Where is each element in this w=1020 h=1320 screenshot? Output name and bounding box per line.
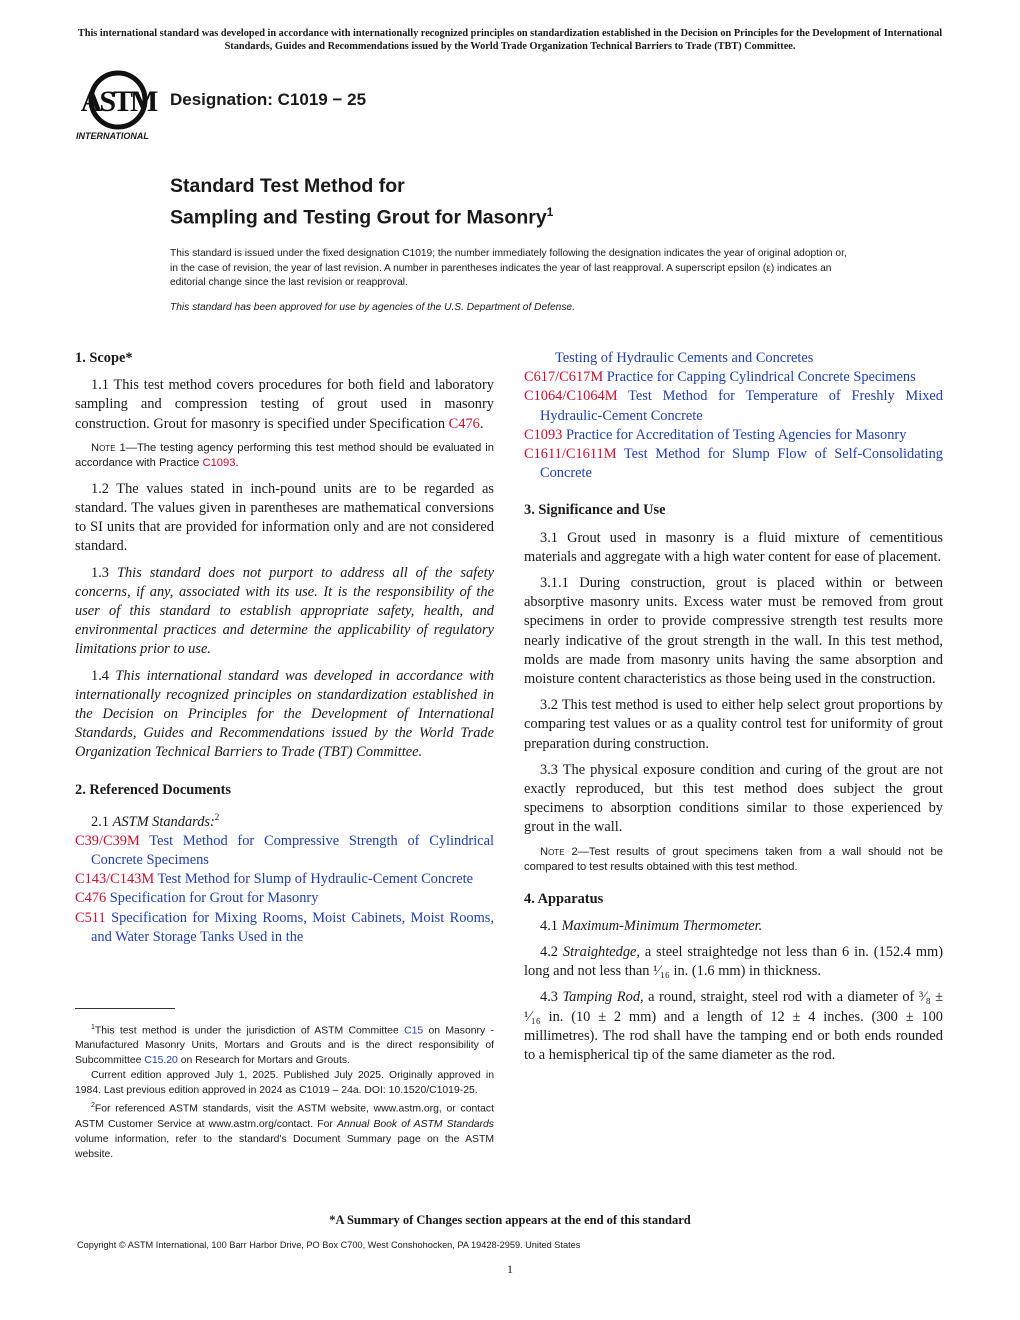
- title-line-1: Standard Test Method for: [170, 175, 405, 197]
- ref-code[interactable]: C1611/C1611M: [524, 446, 617, 463]
- title-line-2: Sampling and Testing Grout for Masonry: [170, 206, 547, 229]
- section-1-heading: 1. Scope*: [75, 350, 133, 366]
- link-c1093[interactable]: C1093: [202, 457, 236, 470]
- ref-title[interactable]: Test Method for Temperature of Freshly Mixed Hydraulic-Cement Concrete: [540, 388, 943, 424]
- note-1-end: .: [235, 457, 239, 470]
- section-4-2-text: a steel straightedge not less than 6 in. (152.4 mm) long and not less than ¹⁄₁₆ in. (1.6 mm) in thickness.: [524, 944, 943, 980]
- footnote-1-text-3: on Research for Mortars and Grouts.: [177, 1055, 350, 1067]
- footnote-2: $^2$For referenced ASTM standards, visit the ASTM website, www.astm.org, or contact ASTM Customer Service at www.astm.org/contact. For Annual Book of ASTM Standards volume information, refer to the standard's Document Summary page on the ASTM website.: [75, 1102, 494, 1160]
- intro-block: [170, 247, 850, 325]
- summary-of-changes-note: *A Summary of Changes section appears at the end of this standard: [329, 1213, 691, 1227]
- footnote-1-edition: Current edition approved July 1, 2025. Published July 2025. Originally approved in 1984. Last previous edition approved in 2024 as C1019 – 24a. DOI: 10.1520/C1019-25.: [75, 1070, 494, 1097]
- note-2-text: —Test results of grout specimens taken from a wall should not be compared to test results obtained with this test method.: [524, 845, 943, 874]
- left-column: [75, 349, 494, 947]
- note-1-label: Note 1: [91, 441, 126, 454]
- section-1-4-text: This international standard was developed in accordance with internationally recognized principles on standardization established in the Decision on Principles for the Development of International Standards, Guides and Recommendations issued by the World Trade Organization Technical Barriers to Trade (TBT) Committee.: [75, 667, 494, 761]
- ref-item[interactable]: [524, 445, 943, 483]
- ref-code[interactable]: C39/C39M: [75, 832, 140, 849]
- link-c15-20[interactable]: C15.20: [144, 1055, 178, 1067]
- ref-title[interactable]: Test Method for Compressive Strength of Cylindrical Concrete Specimens: [91, 832, 494, 869]
- section-1-4: [75, 667, 494, 763]
- ref-title[interactable]: Test Method for Slump of Hydraulic-Cement Concrete: [154, 871, 474, 888]
- footnotes: [75, 1020, 494, 1162]
- section-3-heading: 3. Significance and Use: [524, 502, 666, 519]
- ref-item[interactable]: [75, 832, 494, 870]
- dod-approval: This standard has been approved for use by agencies of the U.S. Department of Defense.: [170, 301, 575, 313]
- ref-item[interactable]: [524, 387, 943, 425]
- logo-international-text: INTERNATIONAL: [76, 131, 149, 141]
- title-footnote-ref: 1: [546, 205, 554, 219]
- section-4-2: [524, 943, 943, 981]
- section-1-3-text: This standard does not purport to address all of the safety concerns, if any, associated with its use. It is the responsibility of the user of this standard to establish appropriate safety, health, and environmental practices and determine the applicability of regulatory limitations prior to use.: [75, 564, 494, 658]
- section-4-1-text: Maximum-Minimum Thermometer.: [561, 917, 763, 934]
- ref-title[interactable]: Specification for Grout for Masonry: [106, 890, 319, 907]
- ref-code[interactable]: C1064/C1064M: [524, 388, 618, 405]
- section-2-heading: 2. Referenced Documents: [75, 781, 231, 798]
- section-3-1: 3.1 Grout used in masonry is a fluid mixture of cementitious materials and aggregate with a high water content for ease of placement.: [524, 529, 943, 565]
- section-4-3-text: a round, straight, steel rod with a diameter of ³⁄₈ ± ¹⁄₁₆ in. (10 ± 2 mm) and a length of 12 ± 4 inches. (300 ± 100 millimetres). The rod shall have the tamping end or both ends rounded to a hemispherical tip of the same diameter as the rod.: [524, 989, 943, 1064]
- section-2-1: [75, 808, 494, 832]
- issued-statement: This standard is issued under the fixed designation C1019; the number immediately following the designation indicates the year of original adoption or, in the case of revision, the year of last revision. A number in parentheses indicates the year of last reapproval. A superscript epsilon (ε) indicates an editorial change since the last revision or reapproval.: [170, 248, 847, 288]
- ref-code[interactable]: C617/C617M: [524, 369, 604, 386]
- section-4-2-term: Straightedge,: [562, 944, 641, 961]
- designation: Designation: C1019 − 25: [170, 90, 367, 109]
- section-3-2: 3.2 This test method is used to either help select grout proportions by comparing test values or as a quality control test for uniformity of grout preparation during construction.: [524, 697, 943, 752]
- copyright: Copyright © ASTM International, 100 Barr Harbor Drive, PO Box C700, West Conshohocken, PA 19428-2959. United States: [77, 1240, 581, 1250]
- ref-code[interactable]: C511: [75, 909, 106, 926]
- ref-code[interactable]: C143/C143M: [75, 871, 155, 888]
- ref-item[interactable]: [75, 870, 494, 889]
- section-1-1-text: 1.1 This test method covers procedures for both field and laboratory sampling and compression testing of grout used in masonry construction. Grout for masonry is specified under Specification: [75, 377, 494, 432]
- section-4-2-num: 4.2: [540, 944, 563, 961]
- note-2: [524, 845, 943, 876]
- section-3-1-1: 3.1.1 During construction, grout is placed within or between absorptive masonry units. Excess water must be removed from grout specimens in order to provide compressive strength test results more nearly indicative of the grout strength in the wall. In this test method, molds are made from masonry units having the same absorption and moisture content characteristics as those being used in the construction.: [524, 575, 943, 688]
- section-1-3: [75, 564, 494, 660]
- ref-item[interactable]: [524, 368, 943, 387]
- note-2-label: Note 2: [540, 845, 578, 858]
- ref-item[interactable]: [524, 426, 943, 445]
- note-1: [75, 441, 494, 472]
- section-4-heading: 4. Apparatus: [524, 890, 604, 907]
- footnote-1-text-2: on Masonry - Manufactured Masonry Units, Mortars and Grouts and is the direct responsibility of Subcommittee: [75, 1025, 494, 1067]
- section-3-3: 3.3 The physical exposure condition and curing of the grout are not exactly reproduced, but this test method does subject the grout specimens to absorption conditions similar to those experienced by grout in the wall.: [524, 761, 943, 836]
- section-1-2: 1.2 The values stated in inch-pound units are to be regarded as standard. The values given in parentheses are mathematical conversions to SI units that are provided for information only and are not considered standard.: [75, 480, 494, 555]
- page-number: 1: [507, 1262, 513, 1276]
- footnote-1-text: This test method is under the jurisdiction of ASTM Committee: [94, 1025, 405, 1037]
- astm-logo: [74, 70, 162, 144]
- footnote-2-text-2: volume information, refer to the standard's Document Summary page on the ASTM website.: [75, 1133, 494, 1160]
- ref-code[interactable]: C1093: [524, 426, 563, 443]
- ref-item[interactable]: [75, 889, 494, 908]
- link-c476[interactable]: C476: [448, 415, 480, 432]
- logo-letters: ASTM: [80, 85, 156, 118]
- section-4-3: [524, 988, 943, 1065]
- page-title: [170, 173, 553, 231]
- ref-title[interactable]: Specification for Mixing Rooms, Moist Cabinets, Moist Rooms, and Water Storage Tanks Used in the: [91, 909, 494, 945]
- right-column: [524, 349, 943, 1072]
- section-4-3-num: 4.3: [540, 989, 563, 1006]
- footnote-1: $^1$This test method is under the jurisdiction of ASTM Committee C15 on Masonry - Manufactured Masonry Units, Mortars and Grouts and is the direct responsibility of Subcommittee C15.20 on Research for Mortars and Grouts.: [75, 1024, 494, 1067]
- footnote-2-text: For referenced ASTM standards, visit the ASTM website, www.astm.org, or contact ASTM Customer Service at www.astm.org/contact. For: [75, 1103, 494, 1130]
- section-4-1: [524, 917, 943, 936]
- section-2-1-sup: 2: [214, 811, 220, 822]
- section-1-3-num: 1.3: [91, 564, 117, 581]
- link-c15[interactable]: C15: [404, 1025, 424, 1037]
- section-2-1-text: ASTM Standards:: [112, 813, 215, 830]
- section-4-1-num: 4.1: [540, 917, 562, 934]
- footnote-2-italic: Annual Book of ASTM Standards: [336, 1118, 494, 1130]
- section-1-1-end: .: [479, 415, 484, 432]
- section-1-4-num: 1.4: [91, 667, 116, 684]
- ref-item[interactable]: [75, 909, 494, 947]
- ref-continuation[interactable]: Testing of Hydraulic Cements and Concretes: [555, 350, 814, 366]
- ref-title[interactable]: Practice for Accreditation of Testing Agencies for Masonry: [562, 426, 907, 443]
- section-1-1: [75, 376, 494, 434]
- section-4-3-term: Tamping Rod,: [562, 989, 644, 1006]
- note-1-text: —The testing agency performing this test method should be evaluated in accordance with Practice: [75, 441, 495, 470]
- ref-title[interactable]: Practice for Capping Cylindrical Concrete Specimens: [603, 369, 916, 386]
- ref-title[interactable]: Test Method for Slump Flow of Self-Consolidating Concrete: [540, 446, 943, 482]
- section-2-1-num: 2.1: [91, 813, 113, 830]
- footnote-divider: [75, 1008, 175, 1009]
- ref-code[interactable]: C476: [75, 890, 107, 907]
- international-standard-notice: This international standard was developed in accordance with internationally recognized principles on standardization established in the Decision on Principles for the Development of International Standards, Guides and Recommendations issued by the World Trade Organization Technical Barriers to Trade (TBT) Committee.: [77, 28, 943, 52]
